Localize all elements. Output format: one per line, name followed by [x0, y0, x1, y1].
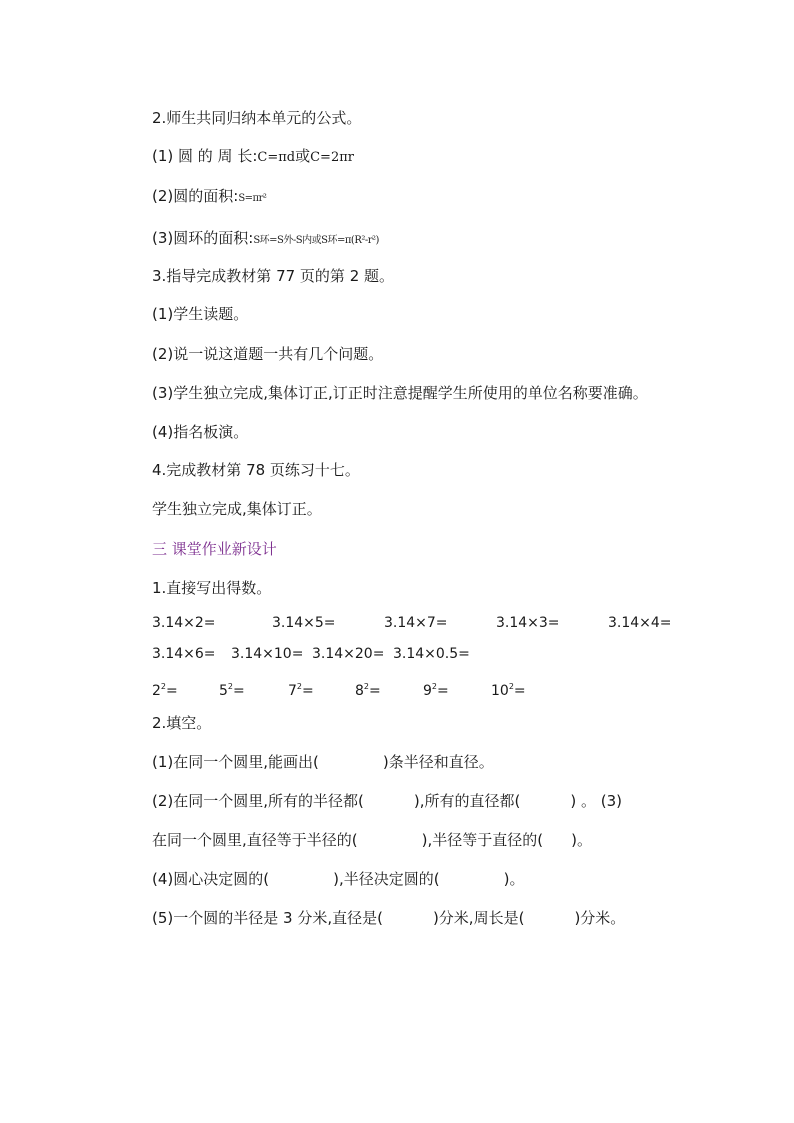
- calc-item: 3.14×0.5=: [393, 646, 470, 662]
- circumference-formula-r: C=2πr: [310, 150, 354, 165]
- fill-text: ),半径决定圆的(: [333, 870, 440, 888]
- calc-item: 3.14×20=: [312, 646, 385, 662]
- step-discuss: (2)说一说这道题一共有几个问题。: [152, 345, 384, 363]
- fill-item-5: [152, 908, 625, 928]
- calc-row-2: [152, 644, 712, 664]
- square-item: $7^2=$: [288, 682, 314, 699]
- calc-item: 3.14×5=: [272, 615, 336, 631]
- area-formula: S=πr²: [238, 193, 267, 204]
- fill-item-2: [152, 791, 622, 811]
- square-item: $10^2=$: [491, 682, 526, 699]
- fill-text: (5)一个圆的半径是 3 分米,直径是(: [152, 909, 383, 927]
- calc-item: 3.14×3=: [496, 615, 560, 631]
- calc-item: 3.14×7=: [384, 615, 448, 631]
- section-heading: 三 课堂作业新设计: [152, 540, 277, 558]
- step-read: (1)学生读题。: [152, 305, 249, 323]
- area-label: (2)圆的面积:: [152, 187, 239, 205]
- item-4-exercise: 4.完成教材第 78 页练习十七。: [152, 461, 360, 479]
- calc-item: 3.14×4=: [608, 615, 672, 631]
- squares-row: [152, 677, 712, 697]
- calc-item: 3.14×10=: [231, 646, 304, 662]
- area-formula-line: [152, 186, 266, 209]
- item-4-note: 学生独立完成,集体订正。: [152, 500, 322, 518]
- item-3-guide: 3.指导完成教材第 77 页的第 2 题。: [152, 267, 395, 285]
- fill-text: )。: [503, 870, 525, 888]
- ring-area-label: (3)圆环的面积:: [152, 229, 254, 247]
- step-independent: (3)学生独立完成,集体订正,订正时注意提醒学生所使用的单位名称要准确。: [152, 384, 648, 402]
- square-item: $9^2=$: [423, 682, 449, 699]
- or-word: 或: [295, 147, 311, 165]
- fill-text: )条半径和直径。: [382, 753, 494, 771]
- ring-area-formula: S环=S外-S内或S环=π(R²-r²): [253, 235, 379, 246]
- fill-text: ),所有的直径都(: [413, 792, 521, 810]
- step-board: (4)指名板演。: [152, 423, 249, 441]
- circumference-formula-d: C=πd: [257, 150, 296, 165]
- square-item: $8^2=$: [355, 682, 381, 699]
- item-2-summary: 2.师生共同归纳本单元的公式。: [152, 109, 362, 127]
- fill-item-4: [152, 869, 524, 889]
- fill-text: )。: [571, 831, 592, 849]
- square-item: $2^2=$: [152, 682, 178, 699]
- fill-text: ) 。 (3): [570, 792, 622, 810]
- ring-area-formula-line: [152, 228, 379, 251]
- calc-item: 3.14×6=: [152, 646, 216, 662]
- fill-text: ),半径等于直径的(: [421, 831, 544, 849]
- calc-item: 3.14×2=: [152, 615, 216, 631]
- fill-text: (4)圆心决定圆的(: [152, 870, 270, 888]
- fill-text: 在同一个圆里,直径等于半径的(: [152, 831, 358, 849]
- circumference-formula-line: [152, 146, 354, 168]
- calc-row-1: [152, 613, 712, 633]
- square-item: $5^2=$: [219, 682, 245, 699]
- circumference-label: (1) 圆 的 周 长:: [152, 147, 258, 165]
- question-1: 1.直接写出得数。: [152, 579, 272, 597]
- fill-item-1: [152, 752, 494, 772]
- question-2: 2.填空。: [152, 714, 212, 732]
- fill-text: (1)在同一个圆里,能画出(: [152, 753, 319, 771]
- fill-text: )分米,周长是(: [432, 909, 525, 927]
- fill-item-3: [152, 830, 592, 850]
- fill-text: (2)在同一个圆里,所有的半径都(: [152, 792, 364, 810]
- fill-text: )分米。: [574, 909, 626, 927]
